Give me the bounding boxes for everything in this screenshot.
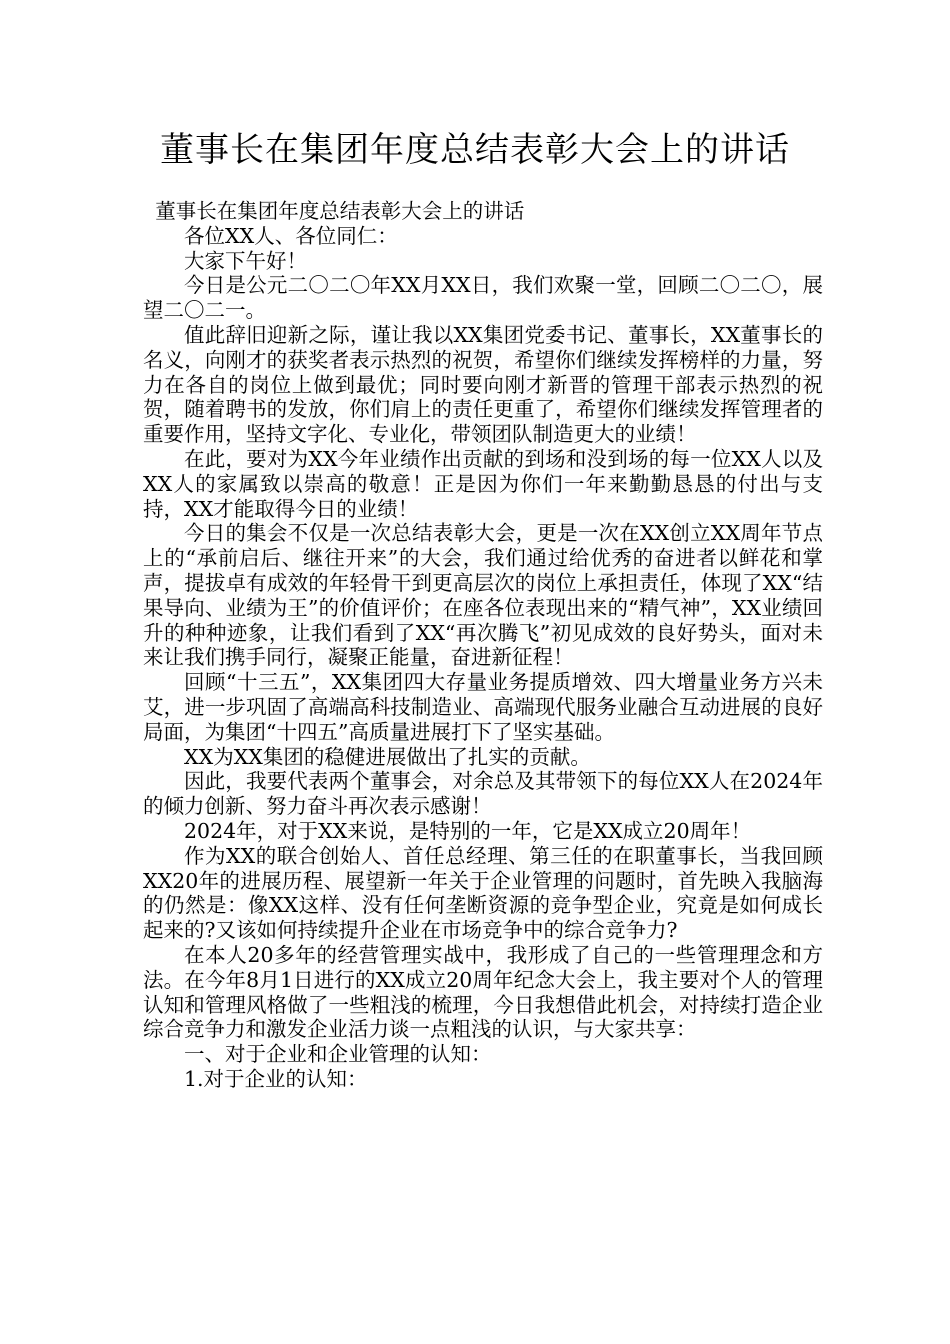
body-paragraph: 因此，我要代表两个董事会，对余总及其带领下的每位XX人在2024年的倾力创新、努力奋斗再次表示感谢！ xyxy=(143,769,823,819)
body-paragraph: 在本人20多年的经营管理实战中，我形成了自己的一些管理理念和方法。在今年8月1日进行的XX成立20周年纪念大会上，我主要对个人的管理认知和管理风格做了一些粗浅的梳理，今日我想借此机会，对持续打造企业综合竞争力和激发企业活力谈一点粗浅的认识，与大家共享： xyxy=(143,942,823,1042)
body-paragraph: 2024年，对于XX来说，是特别的一年，它是XX成立20周年！ xyxy=(184,818,752,843)
body-paragraph: 在此，要对为XX今年业绩作出贡献的到场和没到场的每一位XX人以及XX人的家属致以崇高的敬意！正是因为你们一年来勤勤恳恳的付出与支持，XX才能取得今日的业绩！ xyxy=(143,446,823,521)
document-title: 董事长在集团年度总结表彰大会上的讲话 xyxy=(160,130,790,170)
body-paragraph: XX为XX集团的稳健进展做出了扎实的贡献。 xyxy=(184,744,591,769)
body-paragraph: 今日是公元二〇二〇年XX月XX日，我们欢聚一堂，回顾二〇二〇，展望二〇二一。 xyxy=(143,273,823,323)
body-paragraph: 各位XX人、各位同仁： xyxy=(184,223,398,248)
body-paragraph: 董事长在集团年度总结表彰大会上的讲话 xyxy=(155,199,525,223)
body-paragraph: 今日的集会不仅是一次总结表彰大会，更是一次在XX创立XX周年节点上的“承前启后、继往开来”的大会，我们通过给优秀的奋进者以鲜花和掌声，提拔卓有成效的年轻骨干到更高层次的岗位上承担责任，体现了XX“结果导向、业绩为王”的价值评价；在座各位表现出来的“精气神”，XX业绩回升的种种迹象，让我们看到了XX“再次腾飞”初见成效的良好势头，面对未来让我们携手同行，凝聚正能量，奋进新征程！ xyxy=(143,521,823,670)
section-heading: 一、对于企业和企业管理的认知： xyxy=(184,1042,492,1067)
body-paragraph: 值此辞旧迎新之际，谨让我以XX集团党委书记、董事长，XX董事长的名义，向刚才的获奖者表示热烈的祝贺，希望你们继续发挥榜样的力量，努力在各自的岗位上做到最优；同时要向刚才新晋的管理干部表示热烈的祝贺，随着聘书的发放，你们肩上的责任更重了，希望你们继续发挥管理者的重要作用，坚持文字化、专业化，带领团队制造更大的业绩！ xyxy=(143,322,823,447)
body-paragraph: 大家下午好！ xyxy=(184,248,307,273)
body-paragraph: 回顾“十三五”，XX集团四大存量业务提质增效、四大增量业务方兴未艾，进一步巩固了高端高科技制造业、高端现代服务业融合互动进展的良好局面，为集团“十四五”高质量进展打下了坚实基础。 xyxy=(143,670,823,744)
body-paragraph: 作为XX的联合创始人、首任总经理、第三任的在职董事长，当我回顾XX20年的进展历程、展望新一年关于企业管理的问题时，首先映入我脑海的仍然是：像XX这样、没有任何垄断资源的竞争型企业，究竟是如何成长起来的?又该如何持续提升企业在市场竞争中的综合竞争力? xyxy=(143,843,823,943)
subsection-heading: 1.对于企业的认知： xyxy=(184,1066,368,1091)
document-body xyxy=(143,199,823,1092)
